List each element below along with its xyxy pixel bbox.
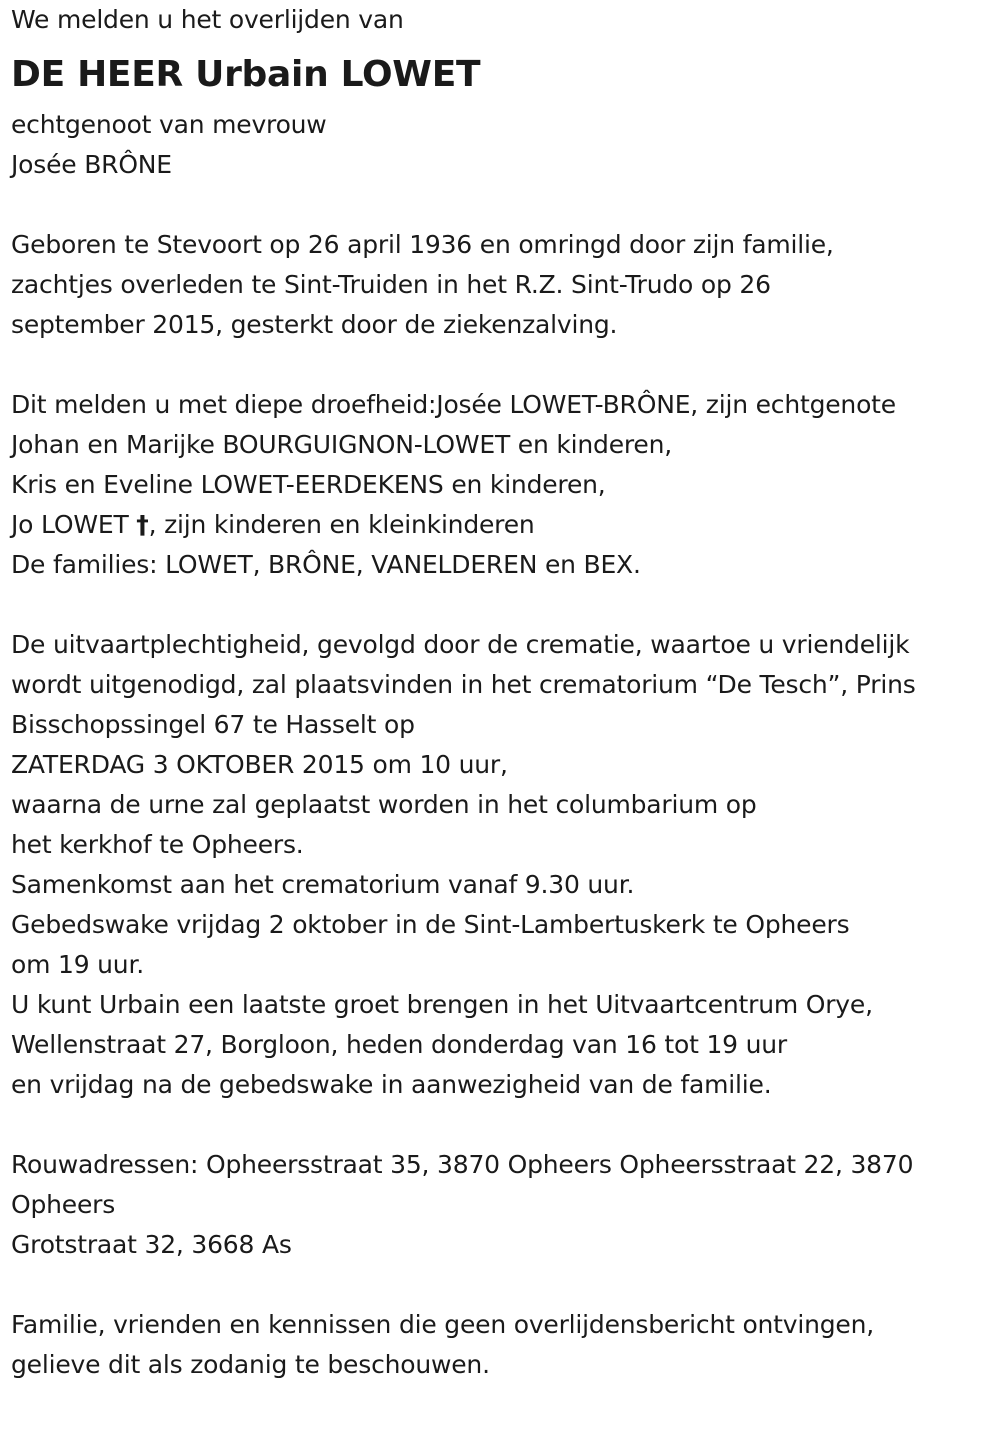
paragraph-line: De families: LOWET, BRÔNE, VANELDEREN en BEX. <box>11 550 641 579</box>
paragraph-line: het kerkhof te Opheers. <box>11 830 304 859</box>
paragraph-line: Gebedswake vrijdag 2 oktober in de Sint-Lambertuskerk te Opheers <box>11 910 850 939</box>
spouse-line: echtgenoot van mevrouw <box>11 110 327 139</box>
obituary-notice <box>11 0 996 1385</box>
mourner-suffix: , zijn kinderen en kleinkinderen <box>148 510 535 539</box>
paragraph-line: Samenkomst aan het crematorium vanaf 9.30 uur. <box>11 870 635 899</box>
paragraph-line: Opheers <box>11 1190 116 1219</box>
paragraph-gap <box>11 345 996 385</box>
closing-paragraph <box>11 1305 996 1385</box>
paragraph-gap <box>11 1265 996 1305</box>
birth-death-paragraph <box>11 225 996 345</box>
paragraph-line: U kunt Urbain een laatste groet brengen in het Uitvaartcentrum Orye, <box>11 990 873 1019</box>
paragraph-line: Grotstraat 32, 3668 As <box>11 1230 292 1259</box>
paragraph-line: gelieve dit als zodanig te beschouwen. <box>11 1350 490 1379</box>
paragraph-line: waarna de urne zal geplaatst worden in het columbarium op <box>11 790 757 819</box>
spouse-name: Josée BRÔNE <box>11 150 172 179</box>
intro-text: We melden u het overlijden van <box>11 5 404 34</box>
paragraph-line: Wellenstraat 27, Borgloon, heden donderdag van 16 tot 19 uur <box>11 1030 787 1059</box>
paragraph-line: Dit melden u met diepe droefheid:Josée LOWET-BRÔNE, zijn echtgenote <box>11 390 896 419</box>
paragraph-line: Kris en Eveline LOWET-EERDEKENS en kinderen, <box>11 470 606 499</box>
paragraph-gap <box>11 1105 996 1145</box>
ceremony-paragraph <box>11 625 996 1105</box>
paragraph-line: Bisschopssingel 67 te Hasselt op <box>11 710 415 739</box>
paragraph-line: Johan en Marijke BOURGUIGNON-LOWET en kinderen, <box>11 430 672 459</box>
mourners-paragraph <box>11 385 996 585</box>
paragraph-line: Rouwadressen: Opheersstraat 35, 3870 Opheers Opheersstraat 22, 3870 <box>11 1150 914 1179</box>
paragraph-line: De uitvaartplechtigheid, gevolgd door de crematie, waartoe u vriendelijk <box>11 630 910 659</box>
ceremony-date: ZATERDAG 3 OKTOBER 2015 om 10 uur, <box>11 750 508 779</box>
paragraph-line <box>11 505 996 545</box>
paragraph-gap <box>11 185 996 225</box>
addresses-paragraph <box>11 1145 996 1265</box>
cross-icon: † <box>136 510 149 539</box>
paragraph-line: Familie, vrienden en kennissen die geen overlijdensbericht ontvingen, <box>11 1310 875 1339</box>
paragraph-line: om 19 uur. <box>11 950 144 979</box>
paragraph-line: Geboren te Stevoort op 26 april 1936 en omringd door zijn familie, <box>11 230 834 259</box>
paragraph-line: wordt uitgenodigd, zal plaatsvinden in het crematorium “De Tesch”, Prins <box>11 670 916 699</box>
deceased-name: DE HEER Urbain LOWET <box>11 54 481 95</box>
mourner-name: Jo LOWET <box>11 510 137 539</box>
paragraph-line: zachtjes overleden te Sint-Truiden in het R.Z. Sint-Trudo op 26 <box>11 270 771 299</box>
paragraph-line: en vrijdag na de gebedswake in aanwezigheid van de familie. <box>11 1070 772 1099</box>
paragraph-line: september 2015, gesterkt door de ziekenzalving. <box>11 310 618 339</box>
paragraph-gap <box>11 585 996 625</box>
